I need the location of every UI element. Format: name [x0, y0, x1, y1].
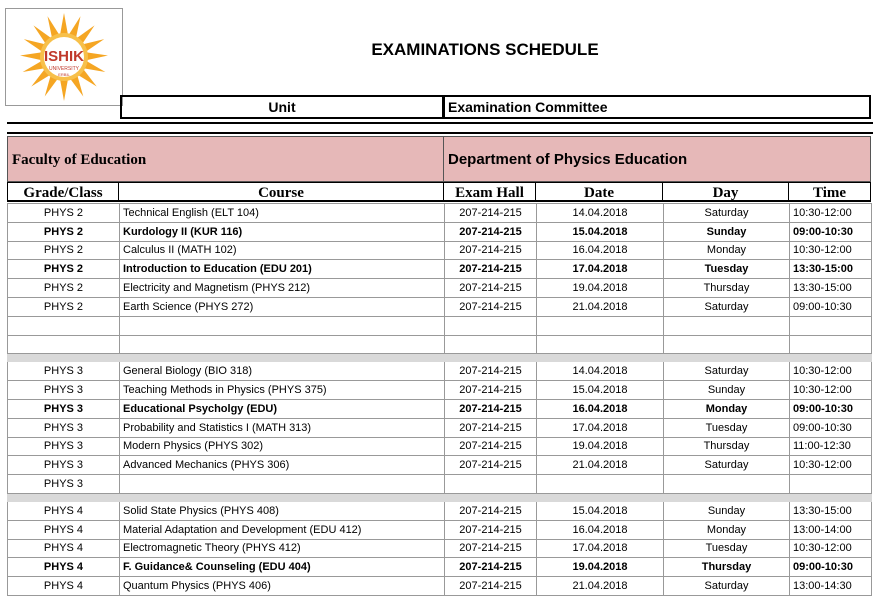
- separator-cell: [537, 354, 664, 362]
- cell-date: 17.04.2018: [537, 418, 664, 437]
- cell-grade: PHYS 3: [8, 362, 120, 381]
- cell-hall: [445, 475, 537, 494]
- faculty-label: Faculty of Education: [7, 136, 444, 182]
- cell-day: Tuesday: [664, 418, 790, 437]
- cell-hall: 207-214-215: [445, 520, 537, 539]
- cell-grade: PHYS 4: [8, 539, 120, 558]
- cell-time: 13:30-15:00: [790, 501, 872, 520]
- cell-grade: PHYS 3: [8, 437, 120, 456]
- cell-time: 09:00-10:30: [790, 558, 872, 577]
- cell-course: Electricity and Magnetism (PHYS 212): [120, 279, 445, 298]
- cell-date: 19.04.2018: [537, 279, 664, 298]
- empty-cell: [445, 316, 537, 335]
- separator-band: [7, 122, 873, 134]
- cell-course: [120, 475, 445, 494]
- cell-hall: 207-214-215: [445, 260, 537, 279]
- cell-grade: PHYS 3: [8, 418, 120, 437]
- cell-day: [664, 475, 790, 494]
- empty-cell: [120, 316, 445, 335]
- cell-day: Monday: [664, 399, 790, 418]
- separator-cell: [790, 493, 872, 501]
- cell-day: Saturday: [664, 362, 790, 381]
- university-logo: [5, 8, 123, 106]
- table-row: [8, 399, 872, 418]
- cell-hall: 207-214-215: [445, 577, 537, 596]
- cell-hall: 207-214-215: [445, 204, 537, 223]
- separator-cell: [120, 354, 445, 362]
- cell-day: Saturday: [664, 456, 790, 475]
- cell-hall: 207-214-215: [445, 418, 537, 437]
- cell-day: Saturday: [664, 297, 790, 316]
- cell-time: [790, 475, 872, 494]
- cell-time: 10:30-12:00: [790, 456, 872, 475]
- cell-hall: 207-214-215: [445, 381, 537, 400]
- separator-cell: [664, 354, 790, 362]
- cell-course: Material Adaptation and Development (EDU 412): [120, 520, 445, 539]
- table-row: [8, 297, 872, 316]
- cell-day: Sunday: [664, 222, 790, 241]
- cell-time: 09:00-10:30: [790, 222, 872, 241]
- page-title: EXAMINATIONS SCHEDULE: [371, 40, 599, 59]
- group-separator: [8, 493, 872, 501]
- cell-date: 14.04.2018: [537, 362, 664, 381]
- col-header-grade: Grade/Class: [7, 182, 119, 202]
- empty-cell: [8, 335, 120, 354]
- cell-hall: 207-214-215: [445, 501, 537, 520]
- cell-time: 10:30-12:00: [790, 241, 872, 260]
- col-header-time: Time: [789, 182, 871, 202]
- cell-time: 11:00-12:30: [790, 437, 872, 456]
- cell-course: Educational Psycholgy (EDU): [120, 399, 445, 418]
- cell-course: Earth Science (PHYS 272): [120, 297, 445, 316]
- cell-time: 10:30-12:00: [790, 362, 872, 381]
- cell-day: Monday: [664, 520, 790, 539]
- schedule-table: [7, 203, 872, 596]
- table-row: [8, 577, 872, 596]
- cell-course: Kurdology II (KUR 116): [120, 222, 445, 241]
- empty-cell: [790, 335, 872, 354]
- separator-cell: [8, 493, 120, 501]
- table-row: [8, 520, 872, 539]
- table-row: [8, 204, 872, 223]
- cell-time: 10:30-12:00: [790, 539, 872, 558]
- cell-hall: 207-214-215: [445, 539, 537, 558]
- col-header-date: Date: [536, 182, 663, 202]
- cell-course: Solid State Physics (PHYS 408): [120, 501, 445, 520]
- cell-grade: PHYS 4: [8, 558, 120, 577]
- cell-date: 17.04.2018: [537, 260, 664, 279]
- table-row: [8, 558, 872, 577]
- cell-course: Technical English (ELT 104): [120, 204, 445, 223]
- cell-date: 16.04.2018: [537, 241, 664, 260]
- separator-cell: [120, 493, 445, 501]
- unit-header: Unit: [120, 95, 444, 119]
- cell-day: Monday: [664, 241, 790, 260]
- empty-cell: [445, 335, 537, 354]
- cell-time: 13:30-15:00: [790, 260, 872, 279]
- cell-day: Thursday: [664, 558, 790, 577]
- cell-hall: 207-214-215: [445, 297, 537, 316]
- cell-course: F. Guidance& Counseling (EDU 404): [120, 558, 445, 577]
- cell-hall: 207-214-215: [445, 399, 537, 418]
- cell-course: Probability and Statistics I (MATH 313): [120, 418, 445, 437]
- col-header-course: Course: [119, 182, 444, 202]
- cell-grade: PHYS 2: [8, 260, 120, 279]
- separator-cell: [790, 354, 872, 362]
- cell-day: Thursday: [664, 279, 790, 298]
- col-header-day: Day: [663, 182, 789, 202]
- empty-cell: [120, 335, 445, 354]
- cell-course: Teaching Methods in Physics (PHYS 375): [120, 381, 445, 400]
- group-separator: [8, 354, 872, 362]
- cell-time: 09:00-10:30: [790, 297, 872, 316]
- table-row: [8, 418, 872, 437]
- cell-date: 17.04.2018: [537, 539, 664, 558]
- cell-hall: 207-214-215: [445, 241, 537, 260]
- col-header-hall: Exam Hall: [444, 182, 536, 202]
- table-row: [8, 362, 872, 381]
- table-row: [8, 501, 872, 520]
- cell-day: Saturday: [664, 577, 790, 596]
- cell-course: Calculus II (MATH 102): [120, 241, 445, 260]
- table-row: [8, 241, 872, 260]
- cell-date: 16.04.2018: [537, 520, 664, 539]
- cell-grade: PHYS 4: [8, 501, 120, 520]
- cell-grade: PHYS 2: [8, 297, 120, 316]
- separator-cell: [8, 354, 120, 362]
- cell-date: 19.04.2018: [537, 558, 664, 577]
- cell-date: 16.04.2018: [537, 399, 664, 418]
- cell-grade: PHYS 3: [8, 381, 120, 400]
- cell-time: 09:00-10:30: [790, 418, 872, 437]
- cell-date: 21.04.2018: [537, 577, 664, 596]
- cell-grade: PHYS 2: [8, 241, 120, 260]
- cell-course: Advanced Mechanics (PHYS 306): [120, 456, 445, 475]
- sun-logo-icon: [6, 9, 122, 105]
- cell-day: Saturday: [664, 204, 790, 223]
- empty-cell: [664, 335, 790, 354]
- table-row: [8, 222, 872, 241]
- cell-course: Quantum Physics (PHYS 406): [120, 577, 445, 596]
- cell-date: 15.04.2018: [537, 501, 664, 520]
- table-row: [8, 381, 872, 400]
- cell-date: 21.04.2018: [537, 297, 664, 316]
- table-row: [8, 475, 872, 494]
- committee-header: Examination Committee: [443, 95, 871, 119]
- cell-hall: 207-214-215: [445, 222, 537, 241]
- cell-grade: PHYS 2: [8, 279, 120, 298]
- cell-date: 15.04.2018: [537, 381, 664, 400]
- separator-cell: [537, 493, 664, 501]
- cell-course: General Biology (BIO 318): [120, 362, 445, 381]
- cell-hall: 207-214-215: [445, 362, 537, 381]
- cell-time: 13:00-14:00: [790, 520, 872, 539]
- cell-grade: PHYS 3: [8, 399, 120, 418]
- table-row: [8, 260, 872, 279]
- table-row: [8, 539, 872, 558]
- cell-date: 19.04.2018: [537, 437, 664, 456]
- table-row: [8, 279, 872, 298]
- cell-date: [537, 475, 664, 494]
- cell-day: Thursday: [664, 437, 790, 456]
- cell-time: 09:00-10:30: [790, 399, 872, 418]
- cell-day: Tuesday: [664, 539, 790, 558]
- cell-hall: 207-214-215: [445, 437, 537, 456]
- cell-time: 10:30-12:00: [790, 204, 872, 223]
- empty-cell: [8, 316, 120, 335]
- empty-cell: [790, 316, 872, 335]
- empty-cell: [537, 316, 664, 335]
- cell-hall: 207-214-215: [445, 279, 537, 298]
- table-row: [8, 456, 872, 475]
- cell-time: 13:30-15:00: [790, 279, 872, 298]
- empty-cell: [664, 316, 790, 335]
- cell-grade: PHYS 3: [8, 456, 120, 475]
- cell-day: Sunday: [664, 381, 790, 400]
- cell-course: Introduction to Education (EDU 201): [120, 260, 445, 279]
- table-row: [8, 437, 872, 456]
- separator-cell: [664, 493, 790, 501]
- cell-hall: 207-214-215: [445, 456, 537, 475]
- logo-city: ERBIL: [58, 72, 70, 77]
- cell-hall: 207-214-215: [445, 558, 537, 577]
- department-label: Department of Physics Education: [443, 136, 871, 182]
- cell-date: 14.04.2018: [537, 204, 664, 223]
- cell-date: 15.04.2018: [537, 222, 664, 241]
- empty-row: [8, 335, 872, 354]
- cell-course: Electromagnetic Theory (PHYS 412): [120, 539, 445, 558]
- cell-grade: PHYS 2: [8, 222, 120, 241]
- cell-grade: PHYS 2: [8, 204, 120, 223]
- cell-grade: PHYS 4: [8, 520, 120, 539]
- separator-cell: [445, 354, 537, 362]
- cell-grade: PHYS 3: [8, 475, 120, 494]
- cell-date: 21.04.2018: [537, 456, 664, 475]
- cell-day: Tuesday: [664, 260, 790, 279]
- cell-day: Sunday: [664, 501, 790, 520]
- separator-cell: [445, 493, 537, 501]
- logo-sub: UNIVERSITY: [48, 66, 80, 72]
- cell-course: Modern Physics (PHYS 302): [120, 437, 445, 456]
- cell-time: 13:00-14:30: [790, 577, 872, 596]
- empty-cell: [537, 335, 664, 354]
- cell-time: 10:30-12:00: [790, 381, 872, 400]
- empty-row: [8, 316, 872, 335]
- cell-grade: PHYS 4: [8, 577, 120, 596]
- logo-name: ISHIK: [43, 48, 85, 65]
